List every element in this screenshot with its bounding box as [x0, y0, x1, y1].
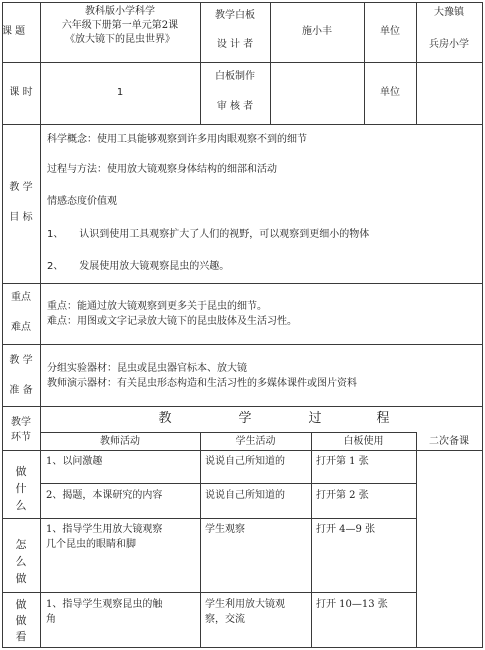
- goal-line: 2、 发展使用放大镜观察昆虫的兴趣。: [47, 261, 230, 272]
- process-title-char: 过: [308, 411, 322, 426]
- goals-label: 教 学: [9, 182, 33, 193]
- keypoint-line: 重点：能通过放大镜观察到更多关于昆虫的细节。: [47, 301, 267, 312]
- board-usage: 打开 10—13 张: [316, 599, 388, 610]
- keypoints-label: 重点: [11, 292, 31, 303]
- header-teacher: 教师活动: [100, 436, 140, 447]
- unit-value: 兵房小学: [429, 39, 469, 50]
- process-title-char: 程: [376, 411, 390, 426]
- grid-line: [311, 432, 312, 648]
- period-label: 课 时: [9, 87, 33, 98]
- goal-line: 情感态度价值观: [47, 196, 117, 207]
- process-section-label: 环节: [11, 432, 31, 443]
- reviewer-label: 白板制作: [215, 71, 255, 82]
- teacher-activity: 几个昆虫的眼睛和脚: [46, 539, 136, 550]
- grid-line: [482, 2, 483, 648]
- unit-value: 大豫镇: [434, 7, 464, 18]
- teacher-activity: 1、指导学生用放大镜观察: [46, 524, 163, 535]
- grid-line: [416, 432, 417, 648]
- teacher-activity: 2、揭题，本课研究的内容: [46, 490, 163, 501]
- student-activity: 说说自己所知道的: [205, 456, 285, 467]
- keypoint-line: 难点：用图或文字记录放大镜下的昆虫肢体及生活习性。: [47, 316, 297, 327]
- teacher-activity: 1、以问激趣: [46, 456, 103, 467]
- goal-line: 科学概念：使用工具能够观察到许多用肉眼观察不到的细节: [47, 134, 307, 145]
- student-activity: 说说自己所知道的: [205, 490, 285, 501]
- course-line: 六年级下册第一单元第2课: [61, 20, 179, 31]
- board-usage: 打开第 2 张: [316, 490, 369, 501]
- course-line: 教科版小学科学: [85, 6, 155, 17]
- student-activity: 学生利用放大镜观: [205, 599, 285, 610]
- phase-label: 什: [15, 482, 27, 495]
- grid-line: [2, 406, 483, 407]
- header-second-prep: 二次备课: [429, 436, 469, 447]
- grid-line: [40, 432, 417, 433]
- grid-line: [270, 2, 271, 124]
- designer-label: 设 计 者: [216, 39, 254, 50]
- grid-line: [2, 124, 483, 125]
- phase-label: 做: [15, 614, 27, 627]
- process-title-char: 学: [238, 411, 252, 426]
- grid-line: [200, 432, 201, 648]
- board-usage: 打开 4—9 张: [316, 524, 376, 535]
- goal-line: 1、 认识到使用工具观察扩大了人们的视野，可以观察到更细小的物体: [47, 229, 370, 240]
- phase-label: 么: [15, 499, 27, 512]
- header-student: 学生活动: [235, 436, 276, 447]
- unit-label: 单位: [380, 26, 400, 37]
- unit-label: 单位: [380, 87, 400, 98]
- teacher-activity: 角: [46, 614, 56, 625]
- phase-label: 看: [15, 630, 27, 643]
- prep-line: 教师演示器材：有关昆虫形态构造和生活习性的多媒体课件或图片资料: [47, 378, 357, 389]
- grid-line: [2, 283, 483, 284]
- prep-line: 分组实验器材：昆虫或昆虫器官标本、放大镜: [47, 363, 247, 374]
- phase-label: 怎: [15, 538, 27, 551]
- designer-label: 教学白板: [215, 10, 255, 21]
- phase-label: 做: [15, 598, 27, 611]
- process-section-label: 教学: [11, 417, 31, 428]
- designer-name: 施小丰: [302, 26, 332, 37]
- grid-line: [2, 592, 417, 593]
- header-board: 白板使用: [343, 436, 384, 447]
- prep-label: 教 学: [9, 355, 33, 366]
- board-usage: 打开第 1 张: [316, 456, 369, 467]
- prep-label: 准 备: [9, 385, 33, 396]
- grid-line: [2, 2, 483, 3]
- goal-line: 过程与方法：使用放大镜观察身体结构的细部和活动: [47, 164, 277, 175]
- grid-line: [2, 344, 483, 345]
- process-title-char: 教: [158, 411, 172, 426]
- student-activity: 学生观察: [205, 524, 245, 535]
- phase-label: 做: [15, 465, 27, 478]
- grid-line: [2, 647, 483, 648]
- keypoints-label: 难点: [11, 322, 31, 333]
- grid-line: [2, 62, 483, 63]
- teacher-activity: 1、指导学生观察昆虫的触: [46, 599, 163, 610]
- goals-label: 目 标: [9, 212, 33, 223]
- course-label: 课 题: [2, 26, 26, 37]
- reviewer-label: 审 核 者: [216, 101, 254, 112]
- phase-label: 么: [15, 555, 27, 568]
- grid-line: [364, 2, 365, 124]
- phase-label: 做: [15, 572, 27, 585]
- grid-line: [416, 2, 417, 124]
- student-activity: 察，交流: [205, 614, 245, 625]
- grid-line: [2, 450, 483, 451]
- period-value: 1: [116, 87, 124, 98]
- grid-line: [2, 518, 417, 519]
- grid-line: [40, 483, 417, 484]
- course-line: 《放大镜下的昆虫世界》: [65, 34, 175, 45]
